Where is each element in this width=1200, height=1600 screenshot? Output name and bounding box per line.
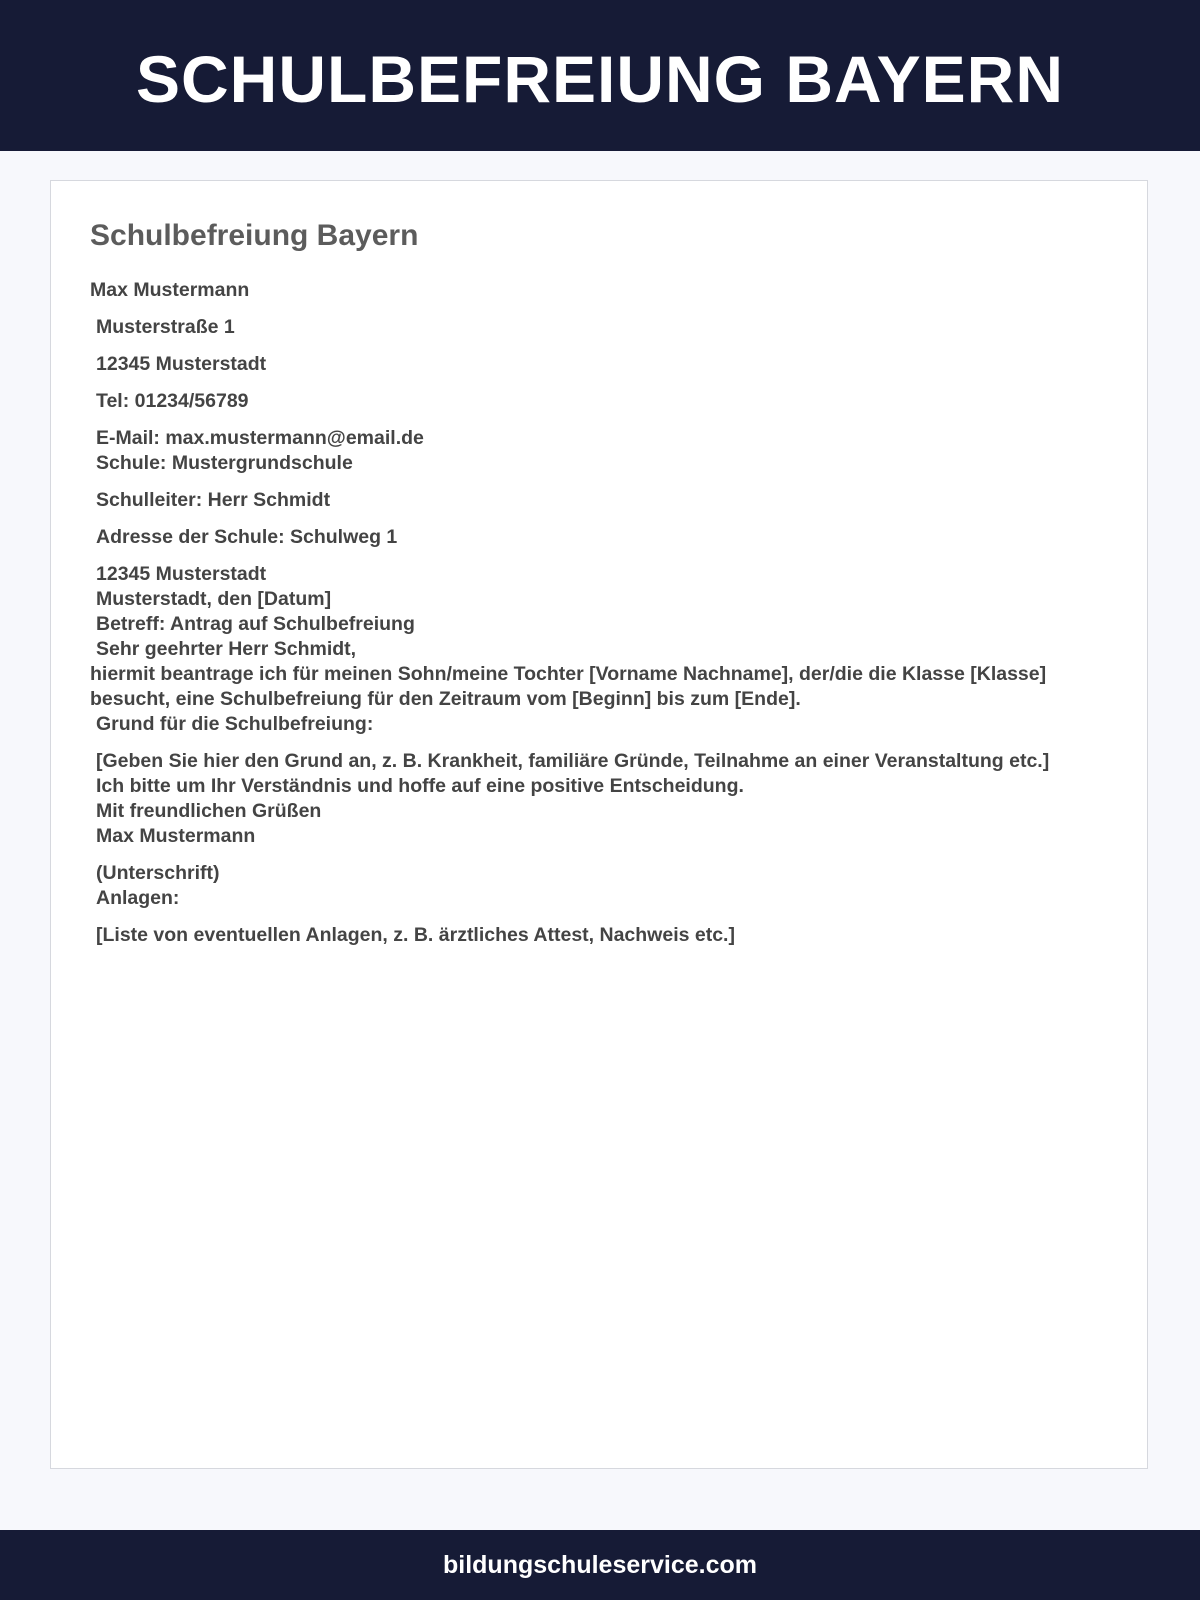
sender-city: 12345 Musterstadt — [96, 353, 267, 375]
school-address: Adresse der Schule: Schulweg 1 — [96, 526, 398, 548]
closing-name: Max Mustermann — [96, 825, 256, 847]
school-name: Schule: Mustergrundschule — [96, 452, 353, 474]
school-principal: Schulleiter: Herr Schmidt — [96, 489, 331, 511]
document-card — [50, 180, 1148, 1469]
reason-label: Grund für die Schulbefreiung: — [96, 713, 374, 735]
banner-title: SCHULBEFREIUNG BAYERN — [136, 41, 1064, 116]
signature-placeholder: (Unterschrift) — [96, 862, 220, 884]
sender-phone: Tel: 01234/56789 — [96, 390, 249, 412]
document-heading: Schulbefreiung Bayern — [90, 219, 419, 252]
sender-street: Musterstraße 1 — [96, 316, 235, 338]
reason-placeholder: [Geben Sie hier den Grund an, z. B. Krankheit, familiäre Gründe, Teilnahme an einer Veranstaltung etc.] — [96, 750, 1050, 772]
sender-name: Max Mustermann — [90, 279, 250, 301]
request-paragraph: hiermit beantrage ich für meinen Sohn/meine Tochter [Vorname Nachname], der/die die Klasse [Klasse] besucht, eine Schulbefreiung für den Zeitraum vom [Beginn] bis zum [Ende]. — [90, 663, 1047, 710]
subject-line: Betreff: Antrag auf Schulbefreiung — [96, 613, 415, 635]
sender-email: E-Mail: max.mustermann@email.de — [96, 427, 424, 449]
top-banner — [0, 0, 1200, 151]
document-content — [51, 181, 1147, 948]
salutation: Sehr geehrter Herr Schmidt, — [96, 638, 357, 660]
school-city: 12345 Musterstadt — [96, 563, 267, 585]
footer-site: bildungschuleservice.com — [443, 1550, 757, 1579]
attachments-placeholder: [Liste von eventuellen Anlagen, z. B. ärztliches Attest, Nachweis etc.] — [96, 924, 735, 946]
closing-request: Ich bitte um Ihr Verständnis und hoffe auf eine positive Entscheidung. — [96, 775, 744, 797]
place-date: Musterstadt, den [Datum] — [96, 588, 332, 610]
bottom-banner — [0, 1530, 1200, 1600]
closing-greeting: Mit freundlichen Grüßen — [96, 800, 322, 822]
attachments-label: Anlagen: — [96, 887, 180, 909]
